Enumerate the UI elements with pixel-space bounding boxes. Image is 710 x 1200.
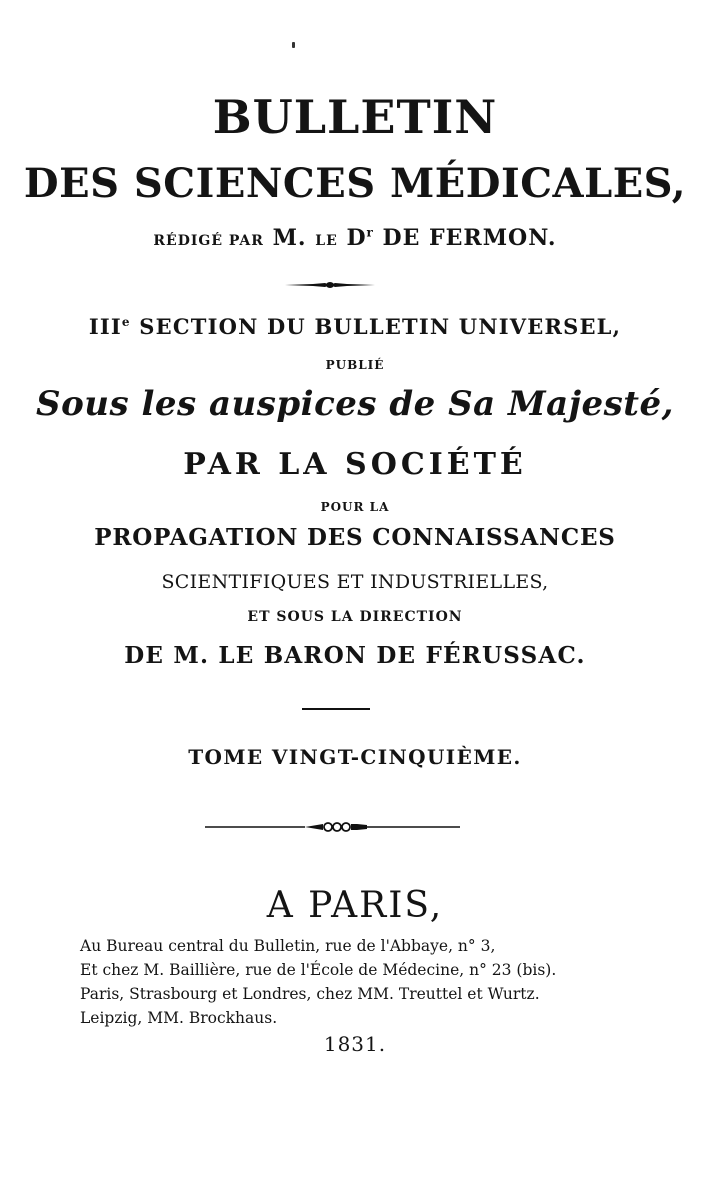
imprint-line-3: Paris, Strasbourg et Londres, chez MM. Treuttel et Wurtz. [80,985,540,1003]
city-line: A PARIS, [266,885,444,926]
editor-doctor: $D^r$ [346,225,374,251]
section-text: SECTION DU BULLETIN UNIVERSEL, [139,314,622,339]
propagation-line: PROPAGATION DES CONNAISSANCES [94,524,616,551]
print-speck [292,42,295,48]
publication-year: 1831. [323,1032,387,1056]
journal-title: BULLETIN [212,90,498,144]
imprint-line-2: Et chez M. Baillière, rue de l'École de Médecine, n° 23 (bis). [80,961,557,979]
editor-prefix: RÉDIGÉ PAR [153,233,264,249]
imprint-line-4: Leipzig, MM. Brockhaus. [80,1009,278,1027]
ornamental-rule [285,280,375,290]
section-line [0,314,710,339]
tome-line: TOME VINGT-CINQUIÈME. [188,745,522,769]
imprint-line-1: Au Bureau central du Bulletin, rue de l'Abbaye, n° 3, [80,937,496,955]
auspices-line: Sous les auspices de Sa Majesté, [36,384,674,424]
editor-name: DE FERMON. [382,225,557,251]
editor-line [0,225,710,251]
societe-line: PAR LA SOCIÉTÉ [183,447,527,482]
baron-line: DE M. LE BARON DE FÉRUSSAC. [124,642,586,669]
section-numeral: IIIe [88,314,131,339]
editor-le: LE [315,233,338,249]
scientifiques-line: SCIENTIFIQUES ET INDUSTRIELLES, [161,571,549,593]
pour-la-label: POUR LA [320,500,390,514]
journal-subtitle: DES SCIENCES MÉDICALES, [23,160,687,207]
divider-rule [302,708,370,710]
ornamental-rule-long [205,820,460,834]
publie-label: PUBLIÉ [325,358,385,372]
editor-mister: M. [272,225,307,251]
direction-line: ET SOUS LA DIRECTION [247,609,463,625]
